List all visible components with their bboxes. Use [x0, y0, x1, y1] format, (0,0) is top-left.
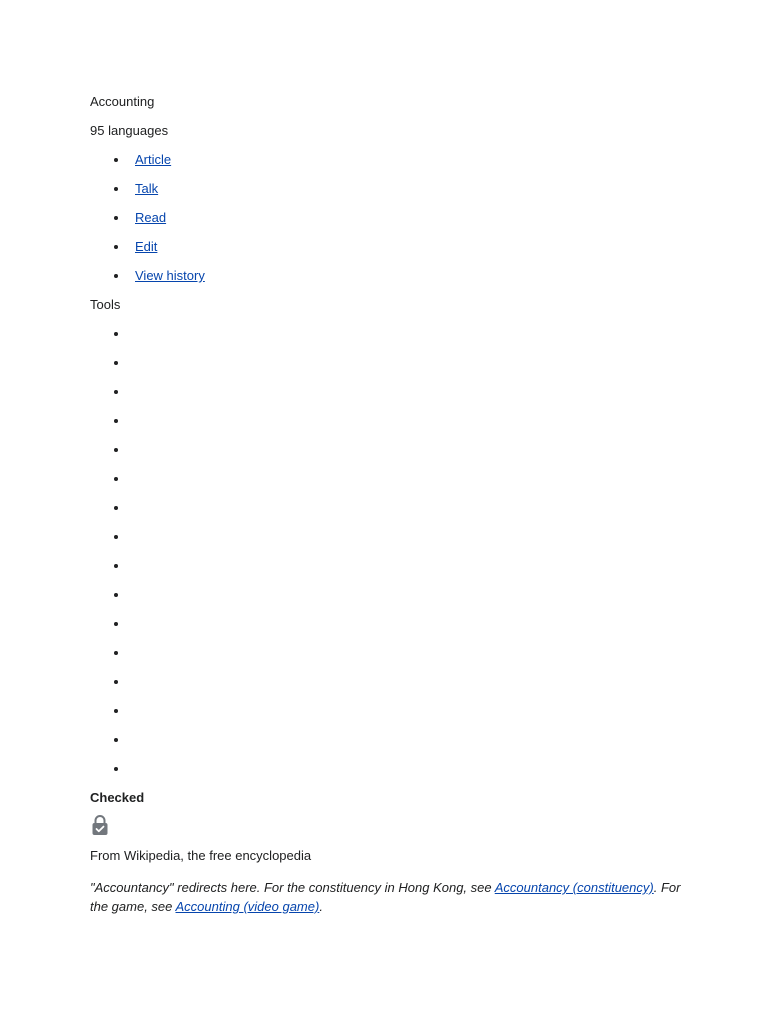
site-tagline: From Wikipedia, the free encyclopedia [90, 848, 312, 863]
page-title: Accounting [90, 94, 155, 109]
hatnote-text: . [319, 899, 323, 914]
tools-item[interactable] [90, 730, 690, 759]
tools-item[interactable] [90, 759, 690, 788]
tools-item[interactable] [90, 469, 690, 498]
tab-talk [90, 179, 690, 208]
accounting-video-game-link[interactable]: Accounting (video game) [175, 899, 320, 914]
hatnote [90, 878, 690, 916]
tools-item[interactable] [90, 585, 690, 614]
tools-item[interactable] [90, 382, 690, 411]
tools-item[interactable] [90, 411, 690, 440]
protection-status: Checked [90, 790, 145, 805]
tab-read-link[interactable]: Read [135, 210, 167, 225]
tools-item[interactable] [90, 324, 690, 353]
tools-label[interactable]: Tools [90, 297, 121, 312]
hatnote-text: . For the game, see [90, 880, 681, 914]
article-page [90, 92, 690, 916]
tools-item[interactable] [90, 440, 690, 469]
tab-article [90, 150, 690, 179]
tab-talk-link[interactable]: Talk [135, 181, 159, 196]
accountancy-constituency-link[interactable]: Accountancy (constituency) [494, 880, 654, 895]
tools-item[interactable] [90, 498, 690, 527]
tab-edit-link[interactable]: Edit [135, 239, 158, 254]
tools-item[interactable] [90, 556, 690, 585]
tools-item[interactable] [90, 643, 690, 672]
tab-view-history [90, 266, 690, 295]
lock-check-icon [90, 814, 110, 836]
tab-edit [90, 237, 690, 266]
tools-list [90, 324, 690, 788]
tab-view-history-link[interactable]: View history [135, 268, 205, 283]
tab-read [90, 208, 690, 237]
tools-item[interactable] [90, 527, 690, 556]
tools-item[interactable] [90, 701, 690, 730]
tools-item[interactable] [90, 353, 690, 382]
language-selector[interactable]: 95 languages [90, 123, 169, 138]
hatnote-text: "Accountancy" redirects here. For the constituency in Hong Kong, see [90, 880, 495, 895]
tools-item[interactable] [90, 672, 690, 701]
page-tabs [90, 150, 690, 295]
tab-article-link[interactable]: Article [135, 152, 172, 167]
tools-item[interactable] [90, 614, 690, 643]
